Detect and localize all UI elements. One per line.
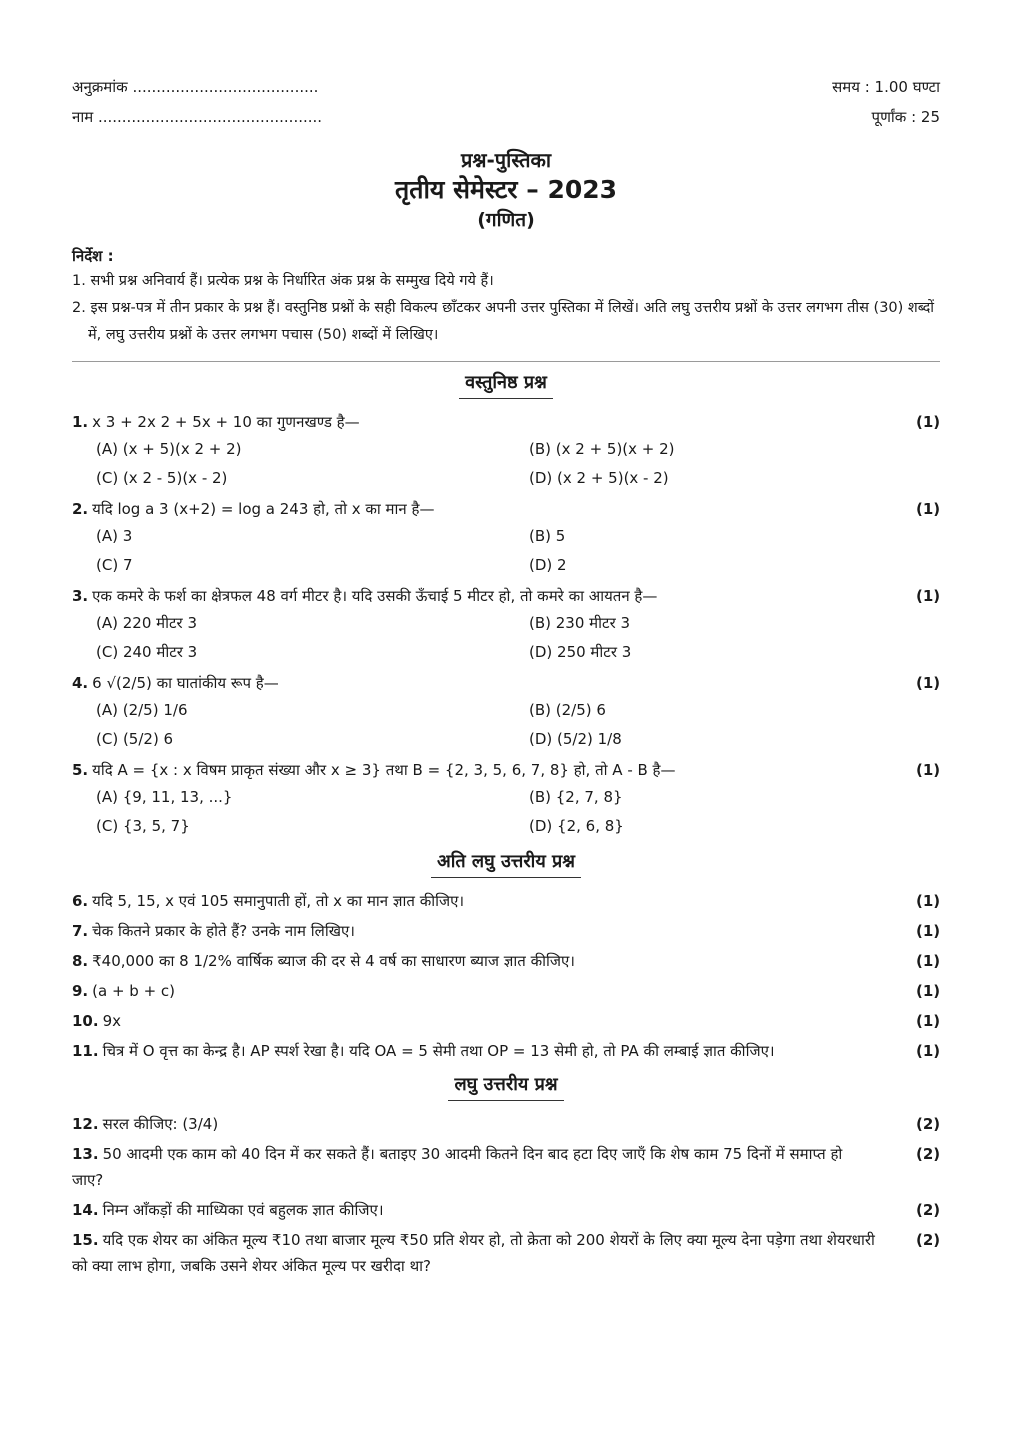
question-row (72, 978, 940, 1004)
question-number: 12. (72, 1115, 99, 1133)
question-text-block (72, 1038, 916, 1064)
question-text: चित्र में O वृत्त का केन्द्र है। AP स्पर्श रेखा है। यदि OA = 5 सेमी तथा OP = 13 सेमी हो, तो PA की लम्बाई ज्ञात कीजिए। (102, 1042, 775, 1060)
question-number: 6. (72, 892, 89, 910)
question-text: चेक कितने प्रकार के होते हैं? उनके नाम लिखिए। (92, 922, 355, 940)
option: (A) 220 मीटर 3 (96, 614, 197, 632)
question-text: यदि 5, 15, x एवं 105 समानुपाती हों, तो x का मान ज्ञात कीजिए। (92, 892, 465, 910)
question-text: यदि एक शेयर का अंकित मूल्य ₹10 तथा बाजार मूल्य ₹50 प्रति शेयर हो, तो क्रेता को 200 शेयरों के लिए क्या मूल्य देना पड़ेगा तथा शेयरधारी को क्या लाभ होगा, जबकि उसने शेयर अंकित मूल्य पर खरीदा था? (72, 1231, 875, 1275)
question-text-block (72, 1197, 916, 1223)
question-text-block (72, 496, 916, 522)
section-heading (72, 1072, 940, 1101)
section-title: लघु उत्तरीय प्रश्न (448, 1072, 563, 1101)
option: (A) (x + 5)(x 2 + 2) (96, 440, 242, 458)
question-text-block (72, 1008, 916, 1034)
options-grid (72, 609, 940, 667)
question-text-block (72, 583, 916, 609)
question-number: 7. (72, 922, 89, 940)
section-title: वस्तुनिष्ठ प्रश्न (459, 370, 553, 399)
question-text-block (72, 918, 916, 944)
option: (C) 7 (96, 556, 133, 574)
options-grid (72, 696, 940, 754)
section-heading (72, 849, 940, 878)
question-marks: (2) (916, 1231, 941, 1249)
question-text: निम्न आँकड़ों की माध्यिका एवं बहुलक ज्ञात कीजिए। (102, 1201, 384, 1219)
question-text-block (72, 978, 916, 1004)
options-grid (72, 783, 940, 841)
time-label: समय : 1.00 घण्टा (832, 78, 940, 96)
divider (72, 361, 940, 362)
question-marks: (2) (916, 1145, 941, 1163)
question-sections (72, 370, 940, 1279)
options-grid (72, 435, 940, 493)
subject-title: (गणित) (477, 209, 535, 231)
question-text-block (72, 757, 916, 783)
question-number: 15. (72, 1231, 99, 1249)
section-heading (72, 370, 940, 399)
semester-title: तृतीय सेमेस्टर – 2023 (394, 175, 618, 204)
options-grid (72, 522, 940, 580)
option: (D) 250 मीटर 3 (529, 643, 632, 661)
question-row (72, 757, 940, 783)
instruction-item: 1. सभी प्रश्न अनिवार्य हैं। प्रत्येक प्रश्न के निर्धारित अंक प्रश्न के सम्मुख दिये गये हैं। (72, 273, 494, 289)
question-row (72, 1008, 940, 1034)
question-marks: (1) (916, 413, 941, 431)
option: (B) 230 मीटर 3 (529, 614, 631, 632)
question-text: 9x (102, 1012, 121, 1030)
title-block (72, 146, 940, 234)
option: (B) {2, 7, 8} (529, 788, 623, 806)
option: (D) {2, 6, 8} (529, 817, 624, 835)
header-row-1 (72, 72, 940, 102)
question-marks: (1) (916, 1042, 941, 1060)
question-row (72, 948, 940, 974)
question-marks: (1) (916, 587, 941, 605)
question-text: सरल कीजिए: (3/4) (102, 1115, 219, 1133)
exam-page (72, 72, 940, 1279)
question-marks: (1) (916, 1012, 941, 1030)
question-marks: (1) (916, 922, 941, 940)
question-marks: (1) (916, 674, 941, 692)
instructions-heading: निर्देश : (72, 247, 114, 265)
question-row (72, 1141, 940, 1193)
question-number: 11. (72, 1042, 99, 1060)
option: (A) 3 (96, 527, 133, 545)
question-marks: (1) (916, 952, 941, 970)
question-text: x 3 + 2x 2 + 5x + 10 का गुणनखण्ड है— (92, 413, 360, 431)
question-row (72, 496, 940, 522)
question-text-block (72, 409, 916, 435)
option: (D) 2 (529, 556, 567, 574)
question-marks: (2) (916, 1201, 941, 1219)
header-row-2 (72, 102, 940, 132)
question-text: यदि A = {x : x विषम प्राकृत संख्या और x ≥ 3} तथा B = {2, 3, 5, 6, 7, 8} हो, तो A - B है— (92, 761, 676, 779)
question-number: 13. (72, 1145, 99, 1163)
question-number: 9. (72, 982, 89, 1000)
question-text-block (72, 1141, 916, 1193)
question-number: 4. (72, 674, 89, 692)
question-text: 50 आदमी एक काम को 40 दिन में कर सकते हैं। बताइए 30 आदमी कितने दिन बाद हटा दिए जाएँ कि शेष काम 75 दिनों में समाप्त हो जाए? (72, 1145, 843, 1189)
question-row (72, 918, 940, 944)
question-number: 8. (72, 952, 89, 970)
question-text-block (72, 1227, 916, 1279)
question-text-block (72, 888, 916, 914)
question-row (72, 409, 940, 435)
question-number: 5. (72, 761, 89, 779)
total-marks-label: पूर्णांक : 25 (871, 108, 940, 126)
question-text: 6 √(2/5) का घातांकीय रूप है— (92, 674, 279, 692)
section-title: अति लघु उत्तरीय प्रश्न (431, 849, 581, 878)
question-row (72, 583, 940, 609)
option: (C) {3, 5, 7} (96, 817, 190, 835)
question-marks: (1) (916, 500, 941, 518)
option: (B) 5 (529, 527, 566, 545)
question-number: 3. (72, 587, 89, 605)
question-text-block (72, 948, 916, 974)
option: (A) {9, 11, 13, ...} (96, 788, 233, 806)
question-text: यदि log a 3 (x+2) = log a 243 हो, तो x का मान है— (92, 500, 435, 518)
question-number: 2. (72, 500, 89, 518)
option: (B) (x 2 + 5)(x + 2) (529, 440, 675, 458)
question-number: 1. (72, 413, 89, 431)
question-marks: (1) (916, 761, 941, 779)
option: (C) (x 2 - 5)(x - 2) (96, 469, 228, 487)
question-marks: (1) (916, 982, 941, 1000)
option: (D) (x 2 + 5)(x - 2) (529, 469, 669, 487)
option: (A) (2/5) 1/6 (96, 701, 188, 719)
question-row (72, 1111, 940, 1137)
question-text-block (72, 670, 916, 696)
name-label: नाम ............................................... (72, 108, 323, 126)
question-row (72, 1227, 940, 1279)
question-text: (a + b + c) (92, 982, 176, 1000)
question-row (72, 888, 940, 914)
question-marks: (2) (916, 1115, 941, 1133)
roll-number-label: अनुक्रमांक ....................................... (72, 78, 319, 96)
option: (B) (2/5) 6 (529, 701, 606, 719)
option: (C) (5/2) 6 (96, 730, 174, 748)
option: (C) 240 मीटर 3 (96, 643, 198, 661)
question-text: ₹40,000 का 8 1/2% वार्षिक ब्याज की दर से 4 वर्ष का साधारण ब्याज ज्ञात कीजिए। (92, 952, 575, 970)
question-row (72, 1038, 940, 1064)
instruction-item: 2. इस प्रश्न-पत्र में तीन प्रकार के प्रश्न हैं। वस्तुनिष्ठ प्रश्नों के सही विकल्प छाँटकर अपनी उत्तर पुस्तिका में लिखें। अति लघु उत्तरीय प्रश्नों के उत्तर लगभग तीस (30) शब्दों में, लघु उत्तरीय प्रश्नों के उत्तर लगभग पचास (50) शब्दों में लिखिए। (72, 300, 935, 343)
question-number: 14. (72, 1201, 99, 1219)
option: (D) (5/2) 1/8 (529, 730, 622, 748)
question-row (72, 670, 940, 696)
question-row (72, 1197, 940, 1223)
question-text-block (72, 1111, 916, 1137)
question-marks: (1) (916, 892, 941, 910)
question-number: 10. (72, 1012, 99, 1030)
question-text: एक कमरे के फर्श का क्षेत्रफल 48 वर्ग मीटर है। यदि उसकी ऊँचाई 5 मीटर हो, तो कमरे का आयतन है— (92, 587, 658, 605)
booklet-title: प्रश्न-पुस्तिका (460, 148, 552, 172)
